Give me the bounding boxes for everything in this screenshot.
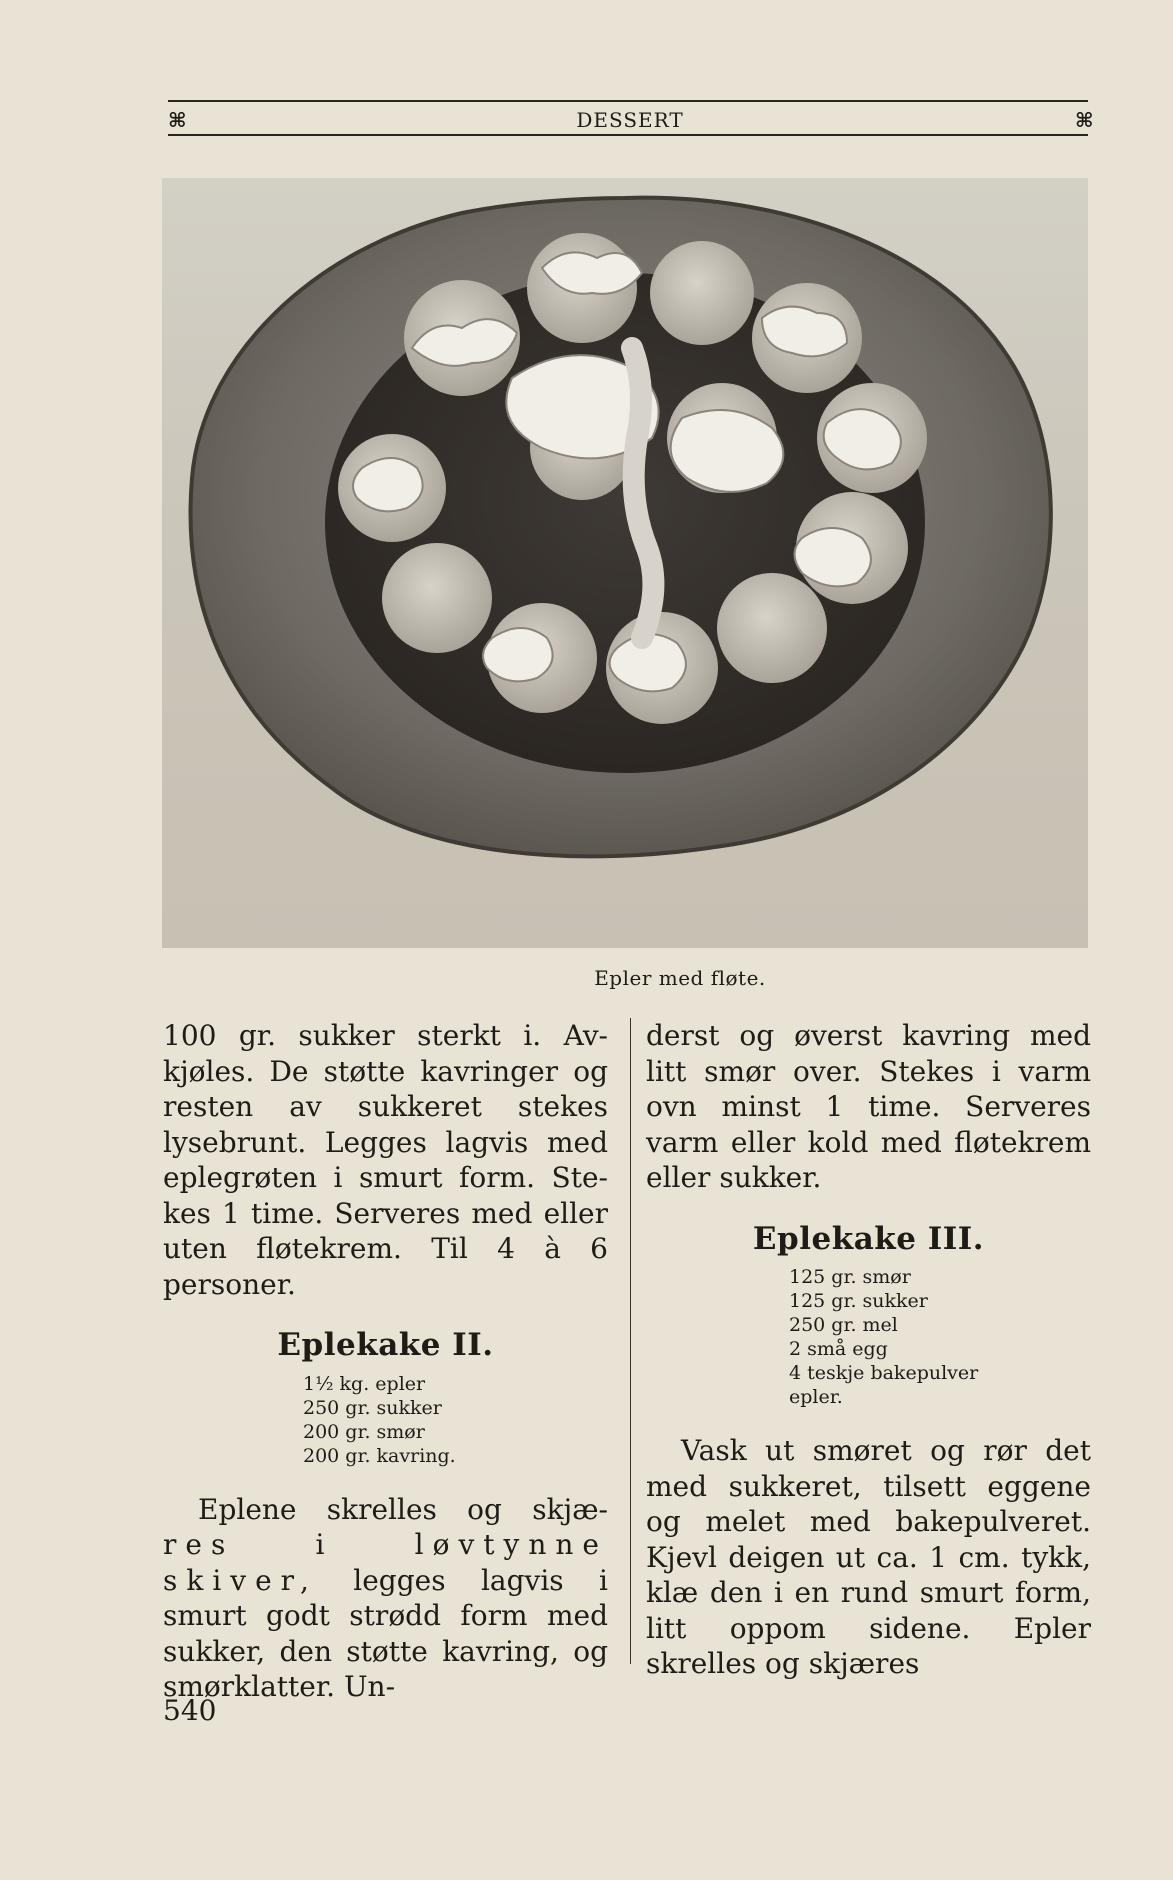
text-line: kavring, og smørklatter. Un- [163, 1634, 609, 1703]
header-rule-top [168, 100, 1088, 102]
header-ornament-right: ⌘ [1075, 108, 1094, 132]
ingredient-item: 1½ kg. epler [303, 1372, 426, 1395]
text-line: personer. [163, 1267, 296, 1301]
method-paragraph-eplekake-iii [646, 1433, 1091, 1682]
method-paragraph-eplekake-ii [163, 1492, 608, 1705]
text-line: Eplene skrelles og skjæ- [198, 1492, 608, 1526]
ingredient-item: 200 gr. kavring. [303, 1444, 456, 1467]
column-divider [630, 1018, 631, 1664]
text-line: Kjevl deigen ut ca. 1 cm. [646, 1540, 1010, 1574]
text-line: og resten av sukkeret stekes [163, 1054, 608, 1123]
recipe-title-eplekake-ii: Eplekake II. [277, 1327, 494, 1363]
text-line: Epler skrelles og skjæres [646, 1611, 1091, 1680]
text-line: tykk, klæ den i en rund [646, 1540, 1091, 1609]
text-line: smør over. Stekes i varm ovn [646, 1054, 1091, 1123]
header-rule-bottom [168, 134, 1088, 136]
ingredient-item: epler. [789, 1386, 843, 1408]
text-line: Vask ut smøret og rør det [681, 1434, 1091, 1467]
ingredient-item: 200 gr. smør [303, 1420, 425, 1443]
text-line: og melet med bakepulveret. [646, 1505, 1091, 1538]
text-line: kes 1 time. Serveres med [163, 1196, 533, 1230]
text-line: form med sukker, den støtte [163, 1599, 609, 1668]
text-line: eplegrøten i smurt form. Ste- [163, 1161, 608, 1194]
ingredient-item: 4 teskje bakepulver [789, 1362, 979, 1384]
header-ornament-left: ⌘ [168, 108, 187, 132]
running-header: DESSERT [576, 108, 684, 132]
text-line: 100 gr. sukker sterkt i. Av- [163, 1019, 608, 1052]
ingredient-item: 2 små egg [789, 1338, 888, 1360]
dessert-photo-illustration [162, 178, 1088, 948]
ingredient-list-eplekake-ii [303, 1372, 608, 1468]
left-intro-paragraph [163, 1018, 608, 1302]
ingredient-item: 250 gr. mel [789, 1314, 898, 1336]
text-line: lysebrunt. Legges lagvis med [163, 1125, 608, 1159]
text-line: legges lagvis i smurt godt strødd [163, 1563, 608, 1632]
text-line: res i løvtynne skiver, [163, 1528, 608, 1597]
text-line: eller kold med fløtekrem eller [646, 1125, 1091, 1194]
photo-caption: Epler med fløte. [594, 966, 766, 990]
text-line: sukker. [719, 1161, 822, 1194]
text-line: med sukkeret, tilsett eggene [646, 1469, 1091, 1503]
ingredient-item: 125 gr. sukker [789, 1290, 928, 1312]
ingredient-item: 250 gr. sukker [303, 1396, 442, 1419]
text-line: smurt form, litt oppom sidene. [646, 1576, 1092, 1645]
right-column [646, 1018, 1091, 1682]
page-number: 540 [163, 1694, 217, 1727]
ingredient-list-eplekake-iii [789, 1265, 1091, 1409]
left-column [163, 1018, 608, 1705]
text-line: minst 1 time. Serveres varm [646, 1090, 1091, 1159]
recipe-title-eplekake-iii: Eplekake III. [752, 1220, 985, 1257]
right-intro-paragraph [646, 1018, 1091, 1196]
dessert-photo [162, 178, 1088, 948]
text-line: derst og øverst kavring med litt [646, 1019, 1091, 1088]
text-line: kjøles. De støtte kavringer [163, 1054, 559, 1088]
text-line: eller uten fløtekrem. Til 4 à 6 [163, 1196, 609, 1265]
ingredient-item: 125 gr. smør [789, 1266, 911, 1288]
